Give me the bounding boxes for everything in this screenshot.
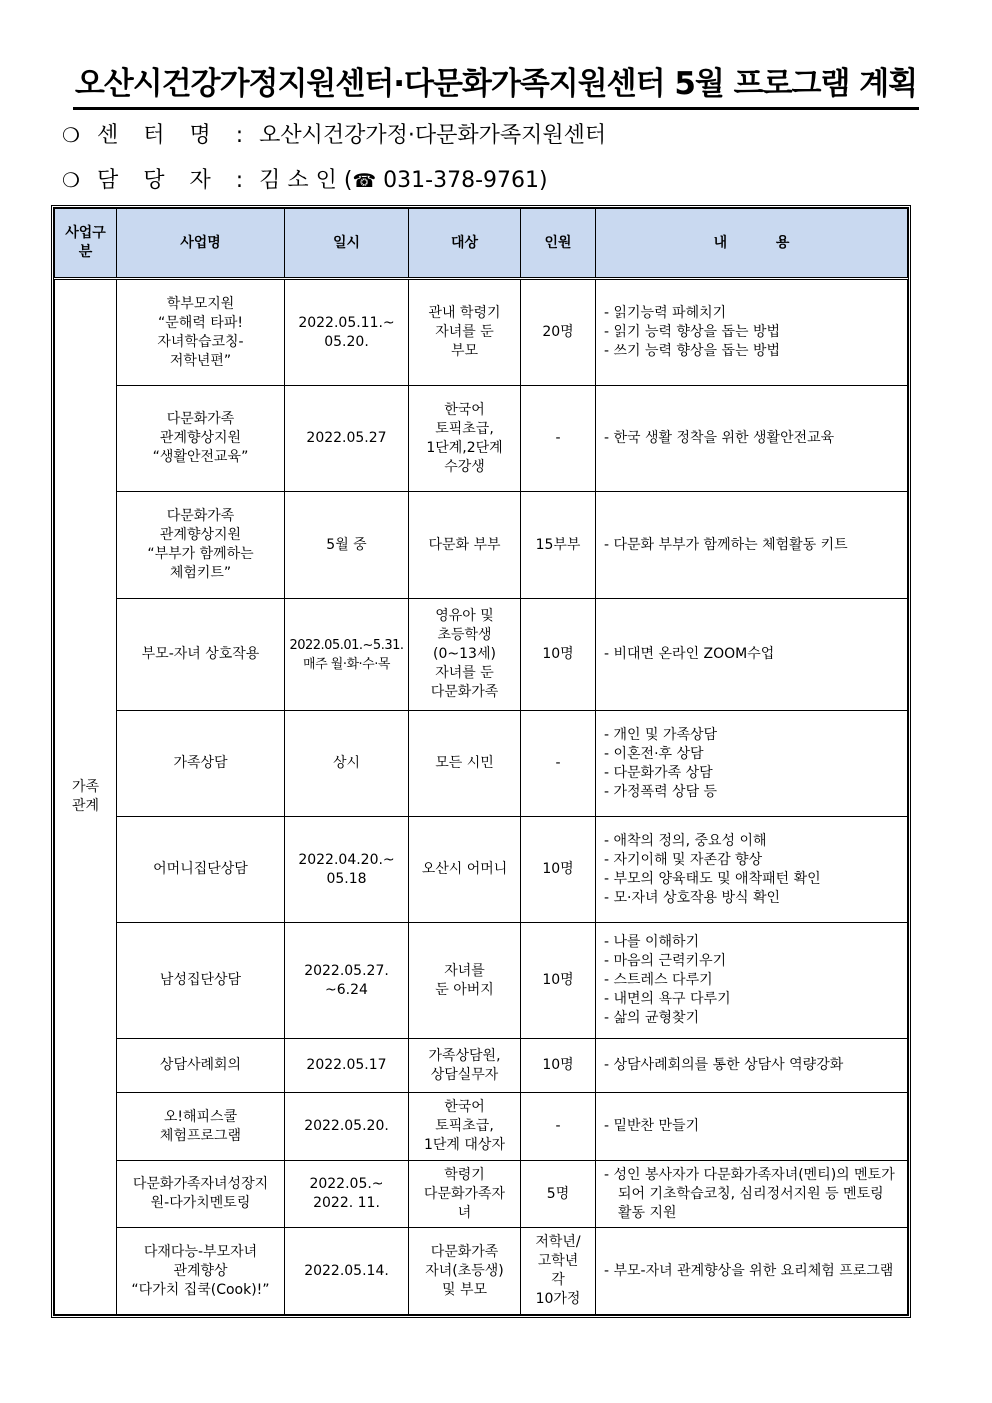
content-item: - 가정폭력 상담 등 [604, 783, 718, 800]
program-name-cell: 다재다능-부모자녀 관계향상 “다가치 집쿡(Cook)!” [117, 1228, 285, 1315]
content-item: - 부모의 양육태도 및 애착패턴 확인 [604, 870, 821, 887]
table-row [55, 1039, 908, 1093]
target-cell: 학령기 다문화가족자 녀 [409, 1161, 521, 1228]
count-cell: 10명 [521, 817, 596, 923]
header-category: 사업구분 [55, 209, 117, 279]
table-row [55, 1093, 908, 1161]
center-name-label: 센 터 명 : [97, 123, 253, 148]
table-row [55, 817, 908, 923]
count-cell: - [521, 711, 596, 817]
content-item: - 나를 이해하기 [604, 934, 700, 950]
content-item: - 상담사례회의를 통한 상담사 역량강화 [604, 1057, 844, 1073]
content-item: - 삶의 균형찾기 [604, 1010, 700, 1026]
header-content: 내 용 [596, 209, 908, 279]
content-cell [596, 492, 908, 599]
date-cell: 2022.05.20. [285, 1093, 409, 1161]
target-cell: 관내 학령기 자녀를 둔 부모 [409, 279, 521, 386]
header-date: 일시 [285, 209, 409, 279]
program-name-cell: 부모-자녀 상호작용 [117, 599, 285, 711]
content-item: - 스트레스 다루기 [604, 972, 713, 988]
manager-label: 담 당 자 : [97, 168, 253, 193]
target-cell: 자녀를 둔 아버지 [409, 923, 521, 1039]
date-cell: 5월 중 [285, 492, 409, 599]
center-name-value: 오산시건강가정·다문화가족지원센터 [259, 123, 607, 148]
content-item: - 밑반찬 만들기 [604, 1118, 700, 1134]
date-cell: 2022.05.27. ~6.24 [285, 923, 409, 1039]
count-cell: - [521, 386, 596, 492]
content-item: - 이혼전·후 상담 [604, 745, 704, 762]
target-cell: 다문화가족 자녀(초등생) 및 부모 [409, 1228, 521, 1315]
date-cell: 2022.05.17 [285, 1039, 409, 1093]
target-cell: 모든 시민 [409, 711, 521, 817]
content-item: - 부모-자녀 관계향상을 위한 요리체험 프로그램 [604, 1262, 894, 1279]
program-name-cell: 어머니집단상담 [117, 817, 285, 923]
center-name-line [62, 118, 606, 149]
table-row [55, 1161, 908, 1228]
content-item: - 비대면 온라인 ZOOM수업 [604, 646, 775, 662]
target-cell: 한국어 토픽초급, 1단계,2단계 수강생 [409, 386, 521, 492]
count-cell: 5명 [521, 1161, 596, 1228]
table-row [55, 711, 908, 817]
page-title: 오산시건강가정지원센터·다문화가족지원센터 5월 프로그램 계획 [0, 58, 992, 110]
program-table [51, 205, 911, 1318]
program-name-cell: 남성집단상담 [117, 923, 285, 1039]
content-item: - 자기이해 및 자존감 향상 [604, 851, 763, 868]
date-cell: 2022.05.27 [285, 386, 409, 492]
date-cell: 2022.05.14. [285, 1228, 409, 1315]
content-item: - 모·자녀 상호작용 방식 확인 [604, 889, 781, 906]
program-name-cell: 학부모지원 “문해력 타파! 자녀학습코칭- 저학년편” [117, 279, 285, 386]
content-item: - 한국 생활 정착을 위한 생활안전교육 [604, 430, 835, 446]
target-cell: 가족상담원, 상담실무자 [409, 1039, 521, 1093]
count-cell: 15부부 [521, 492, 596, 599]
content-item: - 마음의 근력키우기 [604, 953, 727, 969]
content-item: - 읽기능력 파헤치기 [604, 305, 727, 321]
content-cell [596, 1161, 908, 1228]
table-header-row [55, 209, 908, 279]
content-cell [596, 386, 908, 492]
count-cell: 10명 [521, 599, 596, 711]
date-cell: 2022.05.~ 2022. 11. [285, 1161, 409, 1228]
content-cell [596, 923, 908, 1039]
program-name-cell: 다문화가족 관계향상지원 “생활안전교육” [117, 386, 285, 492]
table-row [55, 492, 908, 599]
header-program: 사업명 [117, 209, 285, 279]
count-cell: - [521, 1093, 596, 1161]
content-cell [596, 711, 908, 817]
content-item: - 개인 및 가족상담 [604, 726, 718, 743]
table-row [55, 923, 908, 1039]
content-item: - 다문화 부부가 함께하는 체험활동 키트 [604, 536, 848, 553]
target-cell: 다문화 부부 [409, 492, 521, 599]
header-count: 인원 [521, 209, 596, 279]
header-target: 대상 [409, 209, 521, 279]
content-item: - 읽기 능력 향상을 돕는 방법 [604, 324, 781, 340]
content-item: - 성인 봉사자가 다문화가족자녀(멘티)의 멘토가 되어 기초학습코칭, 심리정서지원 등 멘토링 활동 지원 [604, 1166, 895, 1221]
program-name-cell: 다문화가족자녀성장지 원-다가치멘토링 [117, 1161, 285, 1228]
manager-line: ❍ 담 당 자 : 김 소 인 (☎ 031-378-9761) [62, 168, 548, 193]
content-cell [596, 817, 908, 923]
content-cell [596, 1228, 908, 1315]
program-name-cell: 가족상담 [117, 711, 285, 817]
count-cell: 10명 [521, 1039, 596, 1093]
bullet-icon: ❍ [62, 123, 80, 147]
bullet-icon: ❍ [62, 168, 80, 192]
phone-icon: ☎ [352, 170, 377, 192]
date-cell: 2022.05.11.~ 05.20. [285, 279, 409, 386]
content-cell [596, 1093, 908, 1161]
target-cell: 오산시 어머니 [409, 817, 521, 923]
table-row [55, 1228, 908, 1315]
table-row [55, 386, 908, 492]
count-cell: 10명 [521, 923, 596, 1039]
content-cell [596, 1039, 908, 1093]
date-cell: 2022.04.20.~ 05.18 [285, 817, 409, 923]
content-cell [596, 599, 908, 711]
content-cell [596, 279, 908, 386]
category-cell: 가족 관계 [55, 279, 117, 1315]
program-name-cell: 상담사례회의 [117, 1039, 285, 1093]
count-cell: 20명 [521, 279, 596, 386]
count-cell: 저학년/ 고학년 각 10가정 [521, 1228, 596, 1315]
manager-name: 김 소 인 [259, 168, 337, 193]
target-cell: 한국어 토픽초급, 1단계 대상자 [409, 1093, 521, 1161]
date-cell: 상시 [285, 711, 409, 817]
program-name-cell: 오!해피스쿨 체험프로그램 [117, 1093, 285, 1161]
table-row [55, 599, 908, 711]
table-row [55, 279, 908, 386]
program-name-cell: 다문화가족 관계향상지원 “부부가 함께하는 체험키트” [117, 492, 285, 599]
content-item: - 쓰기 능력 향상을 돕는 방법 [604, 343, 781, 359]
content-item: - 내면의 욕구 다루기 [604, 991, 731, 1007]
date-cell: 2022.05.01.~5.31. 매주 월·화·수·목 [285, 599, 409, 711]
target-cell: 영유아 및 초등학생 (0~13세) 자녀를 둔 다문화가족 [409, 599, 521, 711]
manager-phone: 031-378-9761 [383, 168, 540, 193]
content-item: - 다문화가족 상담 [604, 764, 713, 781]
content-item: - 애착의 정의, 중요성 이해 [604, 832, 767, 849]
